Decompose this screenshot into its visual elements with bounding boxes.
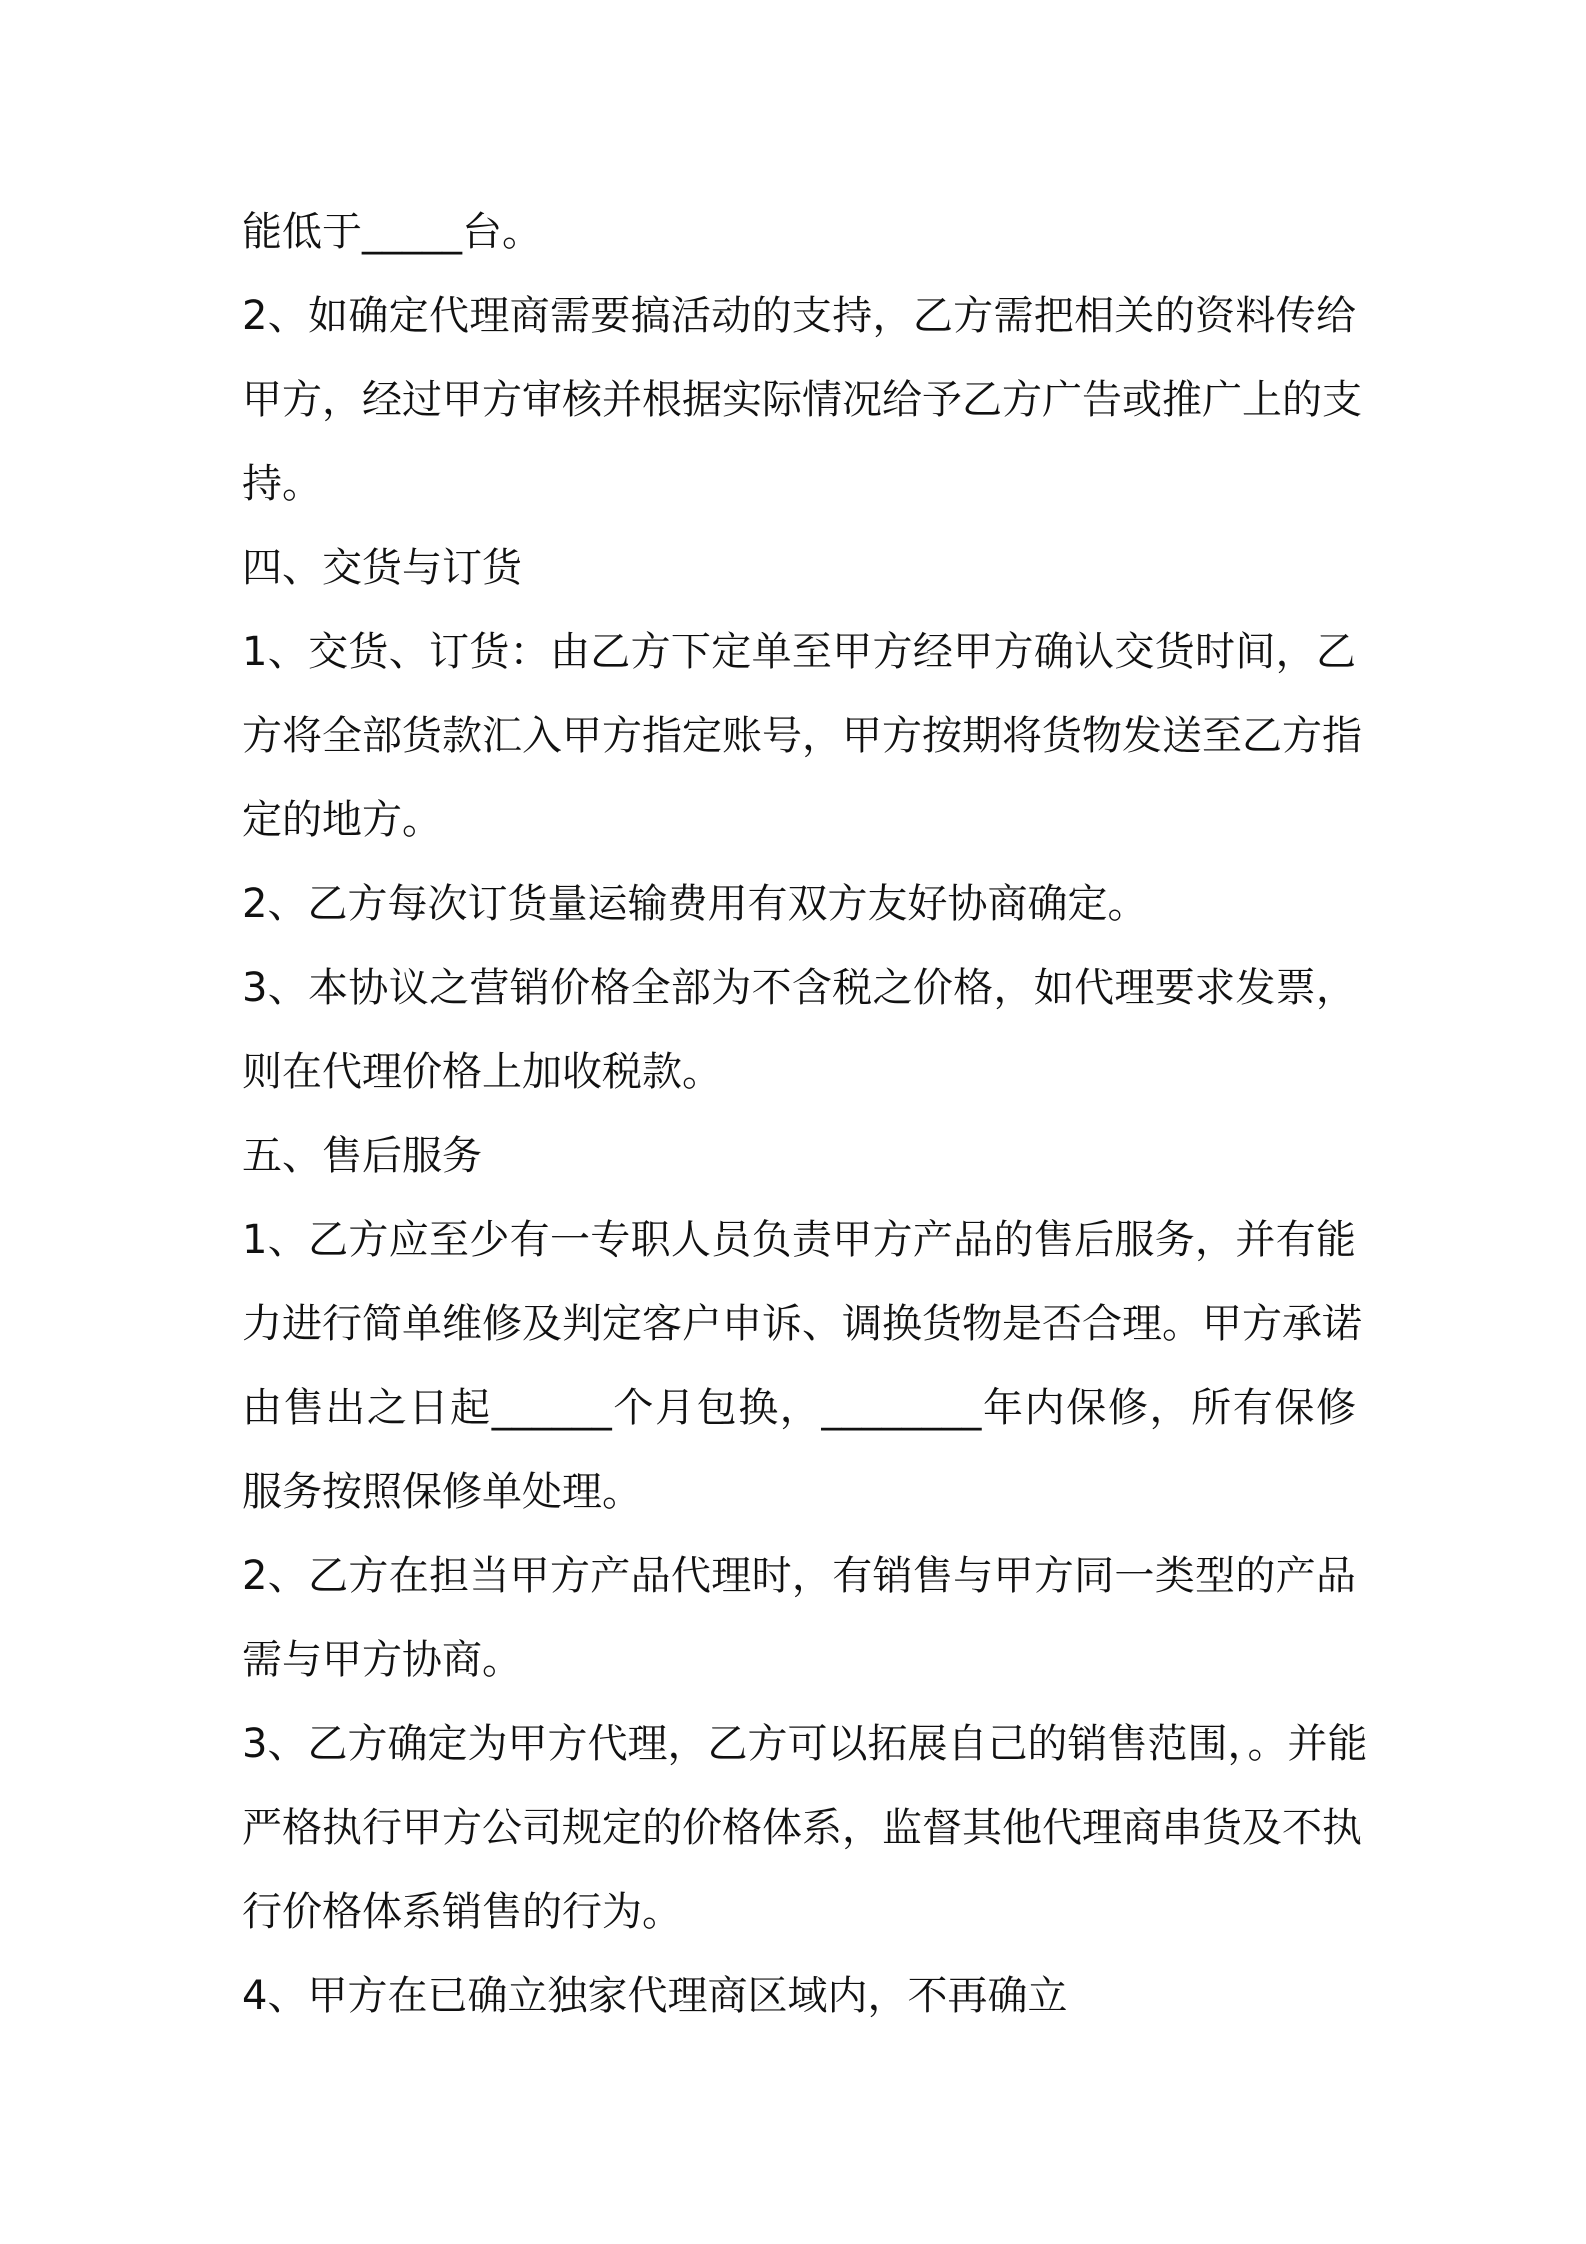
text-line: 2、乙方每次订货量运输费用有双方友好协商确定。 xyxy=(242,881,1148,927)
text-line: 定的地方。 xyxy=(242,797,442,843)
document-body xyxy=(242,190,1368,2038)
text-line: 行价格体系销售的行为。 xyxy=(242,1889,682,1935)
text-line: 1、乙方应至少有一专职人员负责甲方产品的售后服务，并有能 xyxy=(242,1217,1356,1263)
text-line: 服务按照保修单处理。 xyxy=(242,1469,642,1515)
text-line: 3、本协议之营销价格全部为不含税之价格，如代理要求发票， xyxy=(242,965,1356,1011)
text-line: 需与甲方协商。 xyxy=(242,1637,522,1683)
text-line: 持。 xyxy=(242,461,322,507)
text-line: 甲方，经过甲方审核并根据实际情况给予乙方广告或推广上的支 xyxy=(242,377,1362,423)
section-heading: 五、售后服务 xyxy=(242,1133,482,1179)
text-line: 3、乙方确定为甲方代理，乙方可以拓展自己的销售范围，。并能 xyxy=(242,1721,1368,1767)
section-heading: 四、交货与订货 xyxy=(242,545,522,591)
text-line: 方将全部货款汇入甲方指定账号，甲方按期将货物发送至乙方指 xyxy=(242,713,1362,759)
text-line: 力进行简单维修及判定客户申诉、调换货物是否合理。甲方承诺 xyxy=(242,1301,1362,1347)
text-line: 由售出之日起______个月包换，________年内保修，所有保修 xyxy=(242,1385,1356,1431)
text-line: 能低于_____台。 xyxy=(242,209,542,255)
text-line: 2、乙方在担当甲方产品代理时，有销售与甲方同一类型的产品 xyxy=(242,1553,1356,1599)
text-line: 则在代理价格上加收税款。 xyxy=(242,1049,722,1095)
text-line: 2、如确定代理商需要搞活动的支持，乙方需把相关的资料传给 xyxy=(242,293,1356,339)
text-line: 严格执行甲方公司规定的价格体系，监督其他代理商串货及不执 xyxy=(242,1805,1362,1851)
text-line: 4、甲方在已确立独家代理商区域内，不再确立 xyxy=(242,1973,1068,2019)
text-line: 1、交货、订货：由乙方下定单至甲方经甲方确认交货时间，乙 xyxy=(242,629,1356,675)
